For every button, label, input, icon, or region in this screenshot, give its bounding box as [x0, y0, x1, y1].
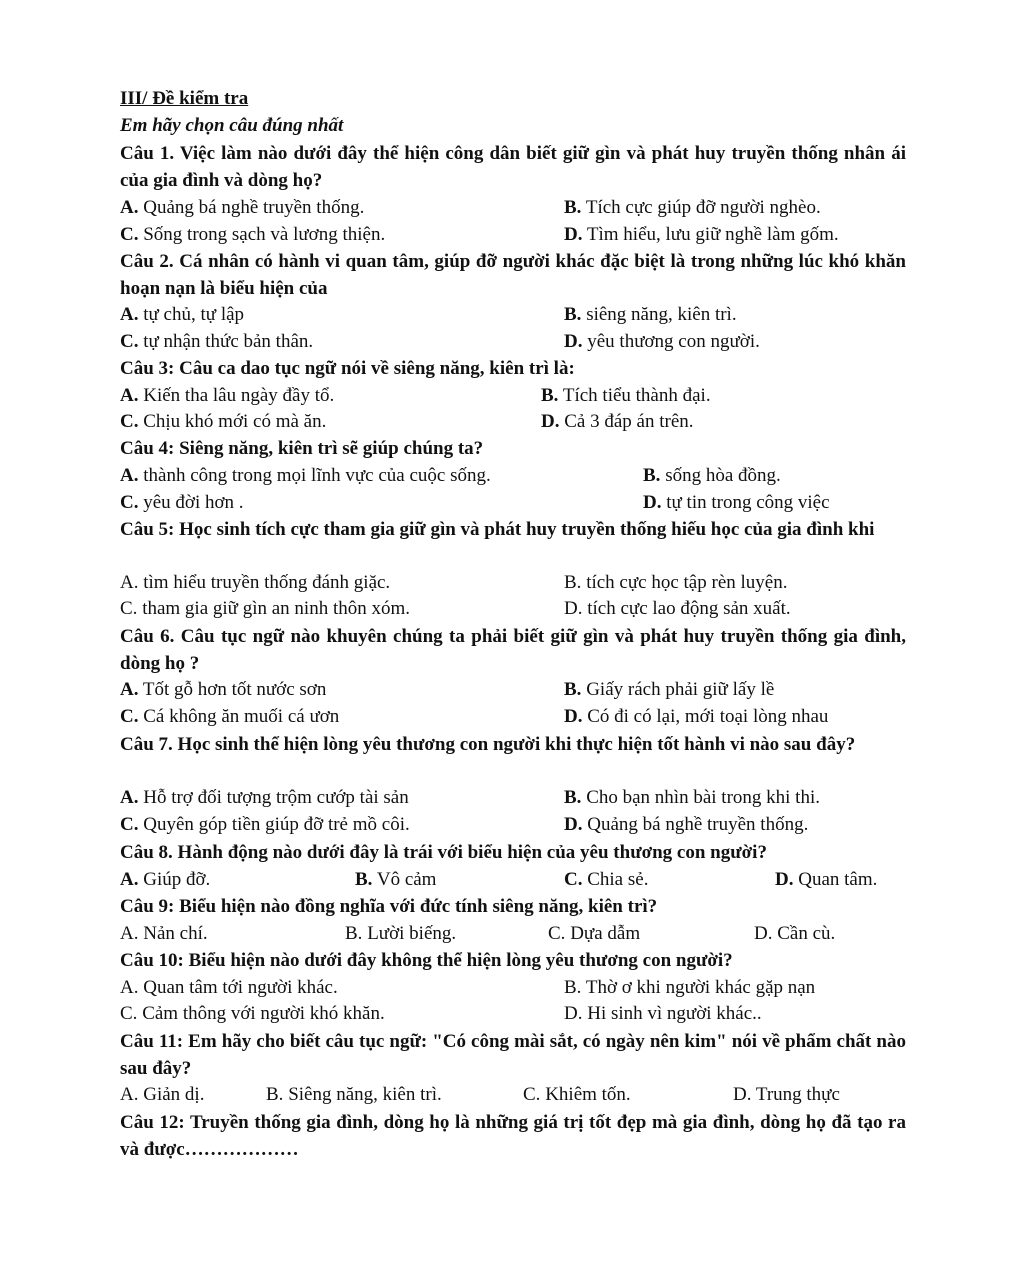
q1-option-a: A. Quảng bá nghề truyền thống.	[120, 197, 365, 218]
q7-option-c: C. Quyên góp tiền giúp đỡ trẻ mồ côi.	[120, 814, 410, 835]
q6-option-a: A. Tốt gỗ hơn tốt nước sơn	[120, 679, 327, 700]
q2-option-b: B. siêng năng, kiên trì.	[564, 304, 737, 325]
q5-option-d: D. tích cực lao động sản xuất.	[564, 598, 791, 619]
q6-option-b: B. Giấy rách phải giữ lấy lề	[564, 679, 775, 700]
q6-option-c: C. Cá không ăn muối cá ươn	[120, 706, 340, 727]
q11-option-b: B. Siêng năng, kiên trì.	[266, 1084, 442, 1105]
question-9: Câu 9: Biểu hiện nào đồng nghĩa với đức tính siêng năng, kiên trì?	[120, 896, 658, 917]
q8-option-a: A. Giúp đỡ.	[120, 869, 211, 890]
question-12: Câu 12: Truyền thống gia đình, dòng họ là những giá trị tốt đẹp mà gia đình, dòng họ đã tạo ra và được………………	[120, 1112, 906, 1160]
q4-option-d: D. tự tin trong công việc	[643, 492, 830, 513]
question-1: Câu 1. Việc làm nào dưới đây thể hiện công dân biết giữ gìn và phát huy truyền thống nhân ái của gia đình và dòng họ?	[120, 143, 906, 191]
q11-option-d: D. Trung thực	[733, 1084, 840, 1105]
q10-option-b: B. Thờ ơ khi người khác gặp nạn	[564, 977, 816, 998]
question-3: Câu 3: Câu ca dao tục ngữ nói về siêng năng, kiên trì là:	[120, 358, 575, 379]
q4-option-b: B. sống hòa đồng.	[643, 465, 781, 486]
question-4: Câu 4: Siêng năng, kiên trì sẽ giúp chúng ta?	[120, 438, 484, 459]
q5-option-a: A. tìm hiểu truyền thống đánh giặc.	[120, 572, 391, 593]
q10-option-d: D. Hi sinh vì người khác..	[564, 1003, 762, 1024]
q2-option-c: C. tự nhận thức bản thân.	[120, 331, 314, 352]
q6-option-d: D. Có đi có lại, mới toại lòng nhau	[564, 706, 829, 727]
question-11: Câu 11: Em hãy cho biết câu tục ngữ: "Có công mài sắt, có ngày nên kim" nói về phẩm chất nào sau đây?	[120, 1031, 906, 1079]
q11-option-a: A. Giản dị.	[120, 1084, 205, 1105]
q5-option-b: B. tích cực học tập rèn luyện.	[564, 572, 788, 593]
q3-option-b: B. Tích tiểu thành đại.	[541, 385, 711, 406]
q4-option-c: C. yêu đời hơn .	[120, 492, 244, 513]
question-10: Câu 10: Biểu hiện nào dưới đây không thể hiện lòng yêu thương con người?	[120, 950, 733, 971]
q8-option-b: B. Vô cảm	[355, 869, 437, 890]
q2-option-a: A. tự chủ, tự lập	[120, 304, 245, 325]
q1-option-b: B. Tích cực giúp đỡ người nghèo.	[564, 197, 821, 218]
q7-option-a: A. Hỗ trợ đối tượng trộm cướp tài sản	[120, 787, 409, 808]
question-7: Câu 7. Học sinh thể hiện lòng yêu thương con người khi thực hiện tốt hành vi nào sau đây?	[120, 734, 856, 755]
q3-option-d: D. Cả 3 đáp án trên.	[541, 411, 694, 432]
question-5: Câu 5: Học sinh tích cực tham gia giữ gìn và phát huy truyền thống hiếu học của gia đình khi	[120, 519, 875, 540]
question-8: Câu 8. Hành động nào dưới đây là trái với biểu hiện của yêu thương con người?	[120, 842, 767, 863]
q10-option-c: C. Cảm thông với người khó khăn.	[120, 1003, 385, 1024]
q11-option-c: C. Khiêm tốn.	[523, 1084, 631, 1105]
q9-option-c: C. Dựa dẫm	[548, 923, 641, 944]
q8-option-d: D. Quan tâm.	[775, 869, 878, 890]
q8-option-c: C. Chia sẻ.	[564, 869, 649, 890]
q5-option-c: C. tham gia giữ gìn an ninh thôn xóm.	[120, 598, 411, 619]
q10-option-a: A. Quan tâm tới người khác.	[120, 977, 338, 998]
q3-option-a: A. Kiến tha lâu ngày đầy tổ.	[120, 385, 335, 406]
q7-option-b: B. Cho bạn nhìn bài trong khi thi.	[564, 787, 820, 808]
q7-option-d: D. Quảng bá nghề truyền thống.	[564, 814, 809, 835]
question-6: Câu 6. Câu tục ngữ nào khuyên chúng ta phải biết giữ gìn và phát huy truyền thống gia đình, dòng họ ?	[120, 626, 906, 674]
q9-option-a: A. Nản chí.	[120, 923, 208, 944]
q1-option-c: C. Sống trong sạch và lương thiện.	[120, 224, 386, 245]
question-2: Câu 2. Cá nhân có hành vi quan tâm, giúp đỡ người khác đặc biệt là trong những lúc khó khăn hoạn nạn là biểu hiện của	[120, 251, 906, 299]
q9-option-b: B. Lười biếng.	[345, 923, 457, 944]
q2-option-d: D. yêu thương con người.	[564, 331, 760, 352]
q1-option-d: D. Tìm hiểu, lưu giữ nghề làm gốm.	[564, 224, 839, 245]
q3-option-c: C. Chịu khó mới có mà ăn.	[120, 411, 327, 432]
section-heading: III/ Đề kiểm tra	[120, 88, 249, 109]
instruction-text: Em hãy chọn câu đúng nhất	[120, 115, 344, 136]
q9-option-d: D. Cần cù.	[754, 923, 836, 944]
q4-option-a: A. thành công trong mọi lĩnh vực của cuộc sống.	[120, 465, 491, 486]
